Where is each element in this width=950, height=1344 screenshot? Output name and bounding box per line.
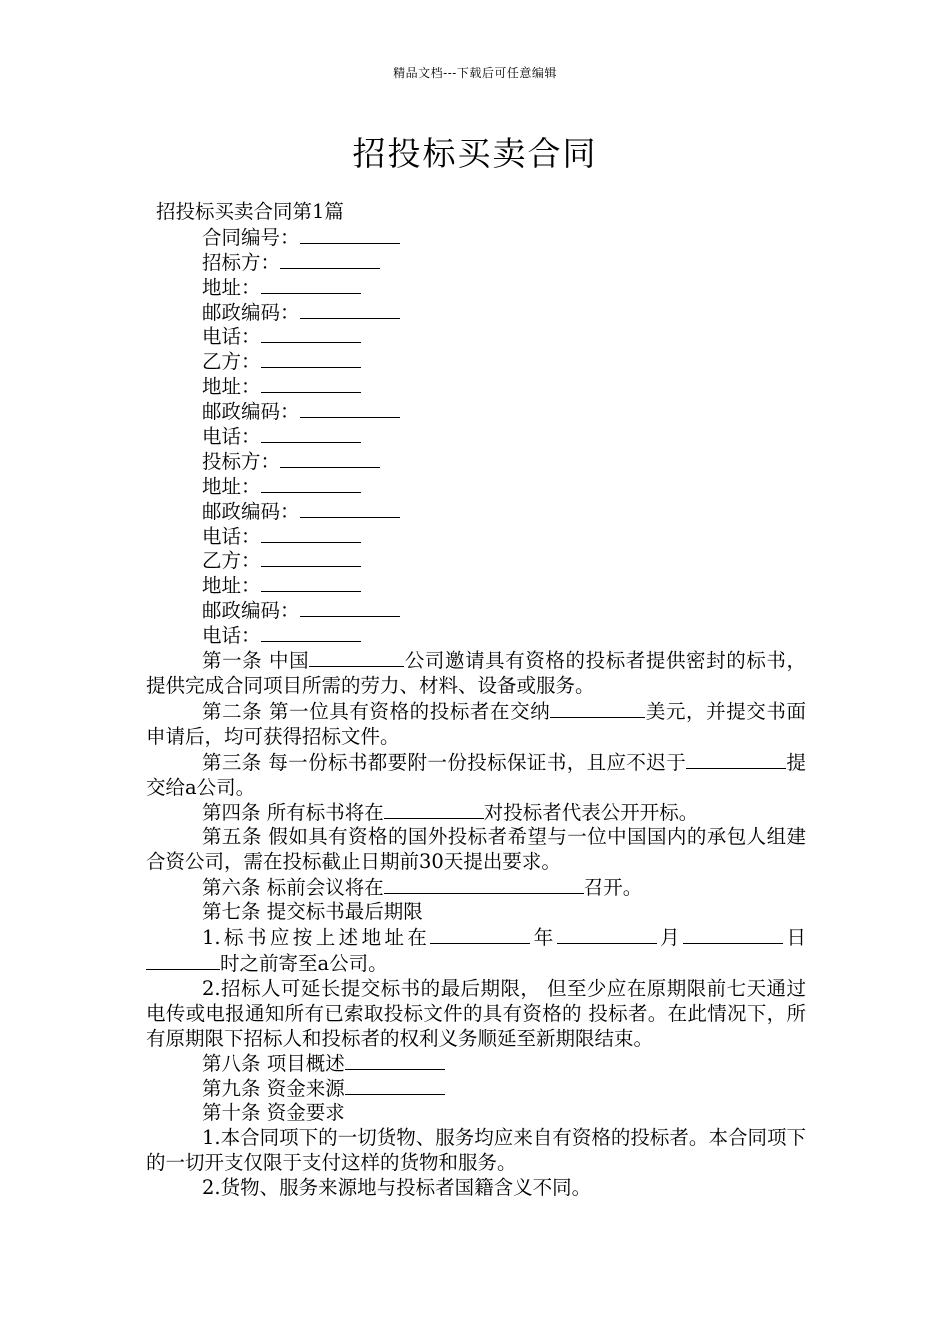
field-phone: 电话： (146, 524, 806, 549)
article-8: 第八条 项目概述 (146, 1051, 806, 1076)
field-phone: 电话： (146, 424, 806, 449)
document-body (146, 200, 806, 1201)
blank-line (261, 548, 361, 567)
article-10: 第十条 资金要求 (202, 1101, 345, 1125)
blank-line (261, 573, 361, 592)
blank-line (384, 875, 584, 894)
article-2: 第二条 第一位具有资格的投标者在交纳 美元，并提交书面申请后，均可获得招标文件。 (146, 699, 806, 748)
blank-line (300, 225, 400, 244)
field-address: 地址： (146, 374, 806, 399)
article-6: 第六条 标前会议将在 召开。 (202, 876, 643, 900)
blank-line (300, 499, 400, 518)
article-10-clause-1: 1.本合同项下的一切货物、服务均应来自有资格的投标者。本合同项下的一切开支仅限于支付这样的货物和服务。 (146, 1126, 806, 1175)
article-5: 第五条 假如具有资格的国外投标者希望与一位中国国内的承包人组建合资公司，需在投标截止日期前30天提出要求。 (146, 825, 806, 874)
field-party-b: 乙方： (146, 548, 806, 573)
article-1: 第一条 中国 公司邀请具有资格的投标者提供密封的标书，提供完成合同项目所需的劳力、材料、设备或服务。 (146, 649, 806, 697)
blank-line (261, 623, 361, 642)
blank-line (261, 424, 361, 443)
blank-line (557, 925, 657, 944)
blank-line (300, 300, 400, 319)
blank-line (280, 250, 380, 269)
blank-line (261, 474, 361, 493)
blank-line (384, 800, 484, 819)
blank-line (686, 750, 744, 769)
blank-line (261, 524, 361, 543)
blank-line (300, 399, 400, 418)
field-phone: 电话： (146, 623, 806, 648)
field-postal-code: 邮政编码： (146, 300, 806, 325)
blank-line (300, 598, 400, 617)
blank-line (744, 750, 786, 769)
document-title: 招投标买卖合同 (352, 134, 598, 173)
blank-line (261, 324, 361, 343)
blank-line (345, 1076, 445, 1095)
field-phone: 电话： (146, 324, 806, 349)
field-postal-code: 邮政编码： (146, 399, 806, 424)
field-postal-code: 邮政编码： (146, 598, 806, 623)
article-9: 第九条 资金来源 (146, 1076, 806, 1101)
blank-line (309, 648, 404, 667)
field-postal-code: 邮政编码： (146, 499, 806, 524)
field-address: 地址： (146, 474, 806, 499)
blank-line (430, 925, 530, 944)
blank-line (261, 349, 361, 368)
blank-line (345, 1051, 445, 1070)
article-4: 第四条 所有标书将在 对投标者代表公开开标。 (202, 801, 699, 825)
article-7-clause-1: 1.标书应按上述地址在 年 月 日时之前寄至a公司。 (146, 925, 806, 977)
article-3: 第三条 每一份标书都要附一份投标保证书，且应不迟于 提交给a公司。 (146, 750, 806, 799)
blank-line (683, 925, 783, 944)
field-bidder: 投标方： (146, 449, 806, 474)
page-header: 精品文档---下载后可任意编辑 (393, 66, 557, 80)
blank-line (550, 699, 645, 718)
field-party-b: 乙方： (146, 349, 806, 374)
article-7: 第七条 提交标书最后期限 (202, 900, 423, 924)
blank-line (261, 374, 361, 393)
article-7-clause-2: 2.招标人可延长提交标书的最后期限， 但至少应在原期限前七天通过电传或电报通知所有已索取投标文件的具有资格的 投标者。在此情况下，所有原期限下招标人和投标者的权利义务顺延至新期限结束。 (146, 976, 806, 1050)
field-contract-number: 合同编号： (146, 225, 806, 250)
contract-subtitle: 招投标买卖合同第1篇 (156, 200, 344, 223)
field-address: 地址： (146, 573, 806, 598)
field-address: 地址： (146, 275, 806, 300)
blank-line (280, 449, 380, 468)
blank-line (146, 951, 220, 970)
field-tenderer: 招标方： (146, 250, 806, 275)
blank-line (261, 275, 361, 294)
article-10-clause-2: 2.货物、服务来源地与投标者国籍含义不同。 (202, 1175, 592, 1199)
